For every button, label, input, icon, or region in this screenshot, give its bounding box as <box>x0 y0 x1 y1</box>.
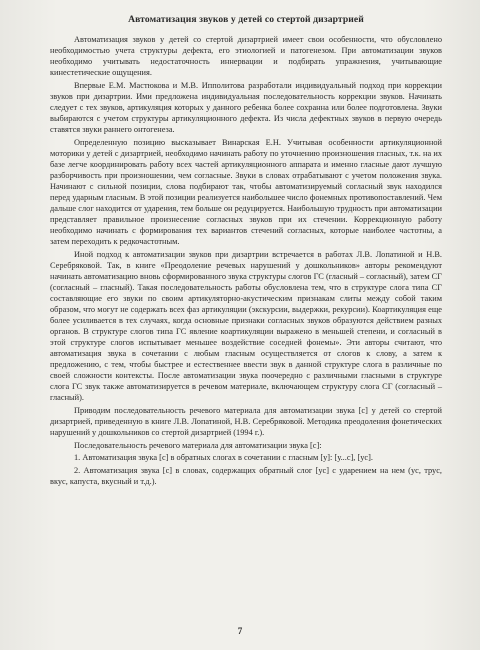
document-title: Автоматизация звуков у детей со стертой дизартрией <box>128 14 364 25</box>
paragraph-lopatina: Иной подход к автоматизации звуков при дизартрии встречается в работах Л.В. Лопатиной и Н.В. Серебряковой. Так, в книге «Преодоление речевых нарушений у дошкольников» авторы рекомендуют начинать автоматизацию вновь сформированного звука структуры слогов ГС (гласный – согласный), затем СГ (согласный – гласный). Такая последовательность работы обусловлена тем, что в структуре слога типа СГ составляющие его звуки по своим артикуляторно-акустическим признакам слиты между собой таким образом, что могут не содержать всех фаз артикуляции (экскурсии, выдержки, рекурсии). Коартикуляция еще более усиливается в тех случаях, когда основные признаки согласных звуков образуются действием разных органов. В структуре слогов типа ГС явление коартикуляции выражено в меньшей степени, и согласный в этой структуре слогов испытывает меньшее воздействие соседней фонемы». Эти авторы считают, что автоматизация звука в сочетании с любым гласным осуществляется от слогов к слову, а затем к предложению, с тем, чтобы быстрее и естественнее ввести звук в данной структуре слога в различные по своей сложности контексты. После автоматизации звука поочередно с различными гласными в структуре слога ГС звук также автоматизируется в речевом материале, включающем структуру слога СГ (согласный – гласный). <box>50 249 442 403</box>
paragraph-vinarskaya: Определенную позицию высказывает Винарская Е.Н. Учитывая особенности артикуляционной моторики у детей с дизартрией, необходимо начинать работу по уточнению произношения гласных, т.к. на их базе легче координировать работу всех частей артикуляционного аппарата и именно гласные дают лучшую разборчивость при произношении, чем согласные. Звуки в словах отрабатывают с учетом положения звука. Начинают с сильной позиции, слова подбирают так, чтобы автоматизируемый согласный звук находился перед ударным гласным. В этой позиции реализуется наибольшее число фонемных противопоставлений. Чем дальше слог находится от ударения, тем больше он редуцируется. Наибольшую трудность при автоматизации представляет правильное произнесение согласных звуков при их стечении. Коррекционную работу необходимо начинать с формирования тех вариантов стечений согласных, которые наиболее частотны, а затем переходить к редкочастотным. <box>50 137 442 247</box>
paragraph-sequence-heading: Последовательность речевого материала для автоматизации звука [с]: <box>74 440 322 450</box>
paragraph-mastyukova: Впервые Е.М. Мастюкова и М.В. Ипполитова разработали индивидуальный подход при коррекции звуков при дизартрии. Ими предложена индивидуальная последовательность коррекции звуков. Начинать следует с тех звуков, артикуляция которых у данного ребенка более сохранна или более подготовлена. Звуки выбираются с учетом структуры артикуляционного дефекта. Из числа дефектных звуков в первую очередь ставятся звуки раннего онтогенеза. <box>50 80 442 134</box>
paragraph-intro: Автоматизация звуков у детей со стертой дизартрией имеет свои особенности, что обусловлено необходимостью учета структуры дефекта, его этиологией и патогенезом. При автоматизации звуков необходимо учитывать недостаточность иннервации и подбирать упражнения, учитывающие кинестетические ощущения. <box>50 35 442 78</box>
page-number: 7 <box>237 626 243 636</box>
list-item-step-2: 2. Автоматизация звука [с] в словах, содержащих обратный слог [ус] с ударением на нем (ус, трус, вкус, капуста, вкусный и т.д.). <box>50 465 442 486</box>
list-item-step-1: 1. Автоматизация звука [с] в обратных слогах в сочетании с гласным [у]: [у...с], [ус]. <box>74 453 373 463</box>
paragraph-sequence-source: Приводим последовательность речевого материала для автоматизации звука [с] у детей со стертой дизартрией, приведенную в книге Л.В. Лопатиной, Н.В. Серебряковой. Методика преодоления фонетических нарушений у дошкольников со стертой дизартрией (1994 г.). <box>50 405 442 438</box>
